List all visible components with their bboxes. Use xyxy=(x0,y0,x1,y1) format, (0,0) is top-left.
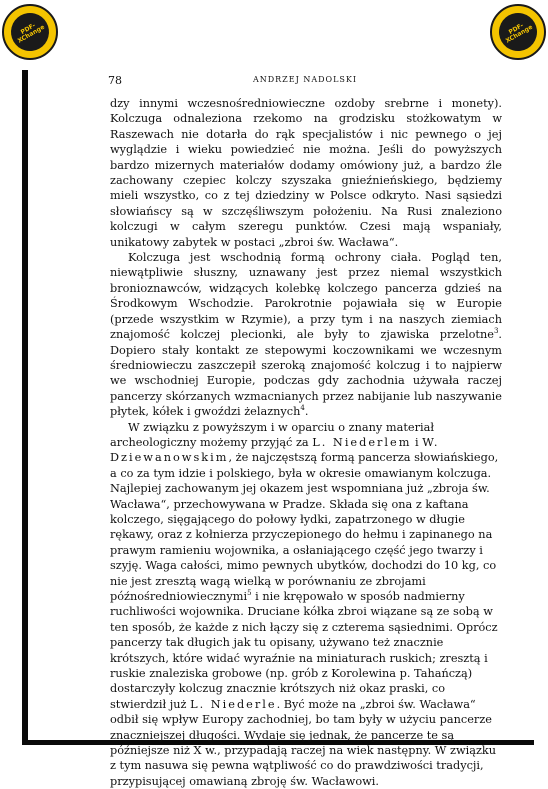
paragraph-3-text-d: . Być może na „zbroi św. Wacława“ odbił się wpływ Europy zachodniej, bo tam były w użyciu pancerze znaczniejszej długości. Wydaje się jednak, że pancerze te są późniejsze niż X w., przypadają raczej na wiek następny. W związku z tym nasuwa się pewna wątpliwość co do prawdziwości tradycji, przypisującej omawianą zbroję św. Wacławowi. xyxy=(110,697,497,788)
page-body xyxy=(110,96,502,789)
paragraph-2-text-c: . xyxy=(304,405,309,419)
pdf-xchange-badge-left[interactable] xyxy=(2,4,58,60)
paragraph-1 xyxy=(110,96,502,250)
author-name-niederle-2: L. Niederle xyxy=(190,697,277,711)
badge-right-label: PDF-XChange xyxy=(492,6,544,58)
footnote-ref-3: 3 xyxy=(493,327,499,336)
paragraph-2-text-b: . Dopiero stały kontakt ze stepowymi koczownikami we wczesnym średniowieczu zaszczepił szeroką znajomość kolczug i to najpierw we wschodniej Europie, podczas gdy zachodnia używała raczej pancerzy skórzanych wzmacnianych przez nabijanie lub naszywanie płytek, kółek i gwoździ żelaznych xyxy=(110,328,502,419)
paragraph-1-text: dzy innymi wczesnośredniowieczne ozdoby srebrne i monety). Kolczuga odnaleziona rzekomo na grodzisku stożkowatym w Raszewach nie dotarła do rąk specjalistów i nic pewnego o jej wyglądzie i wieku powiedzieć nie można. Jeśli do powyższych bardzo mizernych materiałów dodamy omówiony już, a bardzo źle zachowany czepiec kolczy szyszaka gnieźnieńskiego, będziemy mieli wszystko, co z tej dziedziny w Polsce odkryto. Nasi sąsiedzi słowiańscy są w szczęśliwszym położeniu. Na Rusi znaleziono kolczugi w całym szeregu punktów. Czesi mają wspaniały, unikatowy zabytek w postaci „zbroi św. Wacława“. xyxy=(110,97,502,249)
paragraph-3-and: i xyxy=(411,435,423,449)
page-number: 78 xyxy=(108,74,122,87)
running-head: ANDRZEJ NADOLSKI xyxy=(252,75,358,84)
paragraph-3-text-b: , że najczęstszą formą pancerza słowiańskiego, a co za tym idzie i polskiego, była w okresie omawianym kolczuga. Najlepiej zachowanym jej okazem jest wspomniana już „zbroja św. Wacława“, przechowywana w Pradze. Składa się ona z kaftana kolczego, sięgającego do połowy łydki, zapatrzonego w długie rękawy, oraz z kołnierza przyczepionego do hełmu i zapinanego na prawym ramieniu wojownika, a osłaniającego część jego twarzy i szyję. Waga całości, mimo pewnych ubytków, dochodzi do 10 kg, co nie jest zresztą wagą wielką w porównaniu ze zbrojami późnośredniowiecznymi xyxy=(110,451,499,603)
paragraph-3-text-c: i nie krępowało w sposób nadmierny ruchliwości wojownika. Druciane kółka zbroi wiązane są ze sobą w ten sposób, że każde z nich łączy się z czterema sąsiednimi. Oprócz pancerzy tak długich jak tu opisany, używano też znacznie krótszych, które widać wyraźnie na miniaturach ruskich; zresztą i ruskie znaleziska grobowe (np. grób z Korolewina p. Tahańczą) dostarczyły kolczug znacznie krótszych niż okaz praski, co stwierdził już xyxy=(110,590,498,711)
pdf-xchange-badge-right[interactable] xyxy=(490,4,546,60)
badge-left-label: PDF-XChange xyxy=(4,6,56,58)
scan-edge-left xyxy=(22,70,28,742)
footnote-ref-4: 4 xyxy=(300,404,305,413)
paragraph-2-text-a: Kolczuga jest wschodnią formą ochrony ciała. Pogląd ten, niewątpliwie słuszny, uznawany jest przez niemal wszystkich bronioznawców, widzących kolebkę kolczego pancerza gdzieś na Środkowym Wschodzie. Parokrotnie pojawiała się w Europie (przede wszystkim w Rzymie), a przy tym i na naszych ziemiach znajomość kolczej plecionki, ale były to zjawiska przelotne xyxy=(110,251,502,342)
paragraph-3-text-a: W związku z powyższym i w oparciu o znany materiał archeologiczny możemy przyjąć za xyxy=(110,420,434,449)
author-name-dziewanowski: W. Dziewanowskim xyxy=(110,435,440,465)
footnote-ref-5: 5 xyxy=(247,589,252,598)
paragraph-2 xyxy=(110,250,502,419)
page-header xyxy=(108,74,502,88)
paragraph-3 xyxy=(110,420,502,789)
author-name-niederle: L. Niederlem xyxy=(312,435,412,449)
